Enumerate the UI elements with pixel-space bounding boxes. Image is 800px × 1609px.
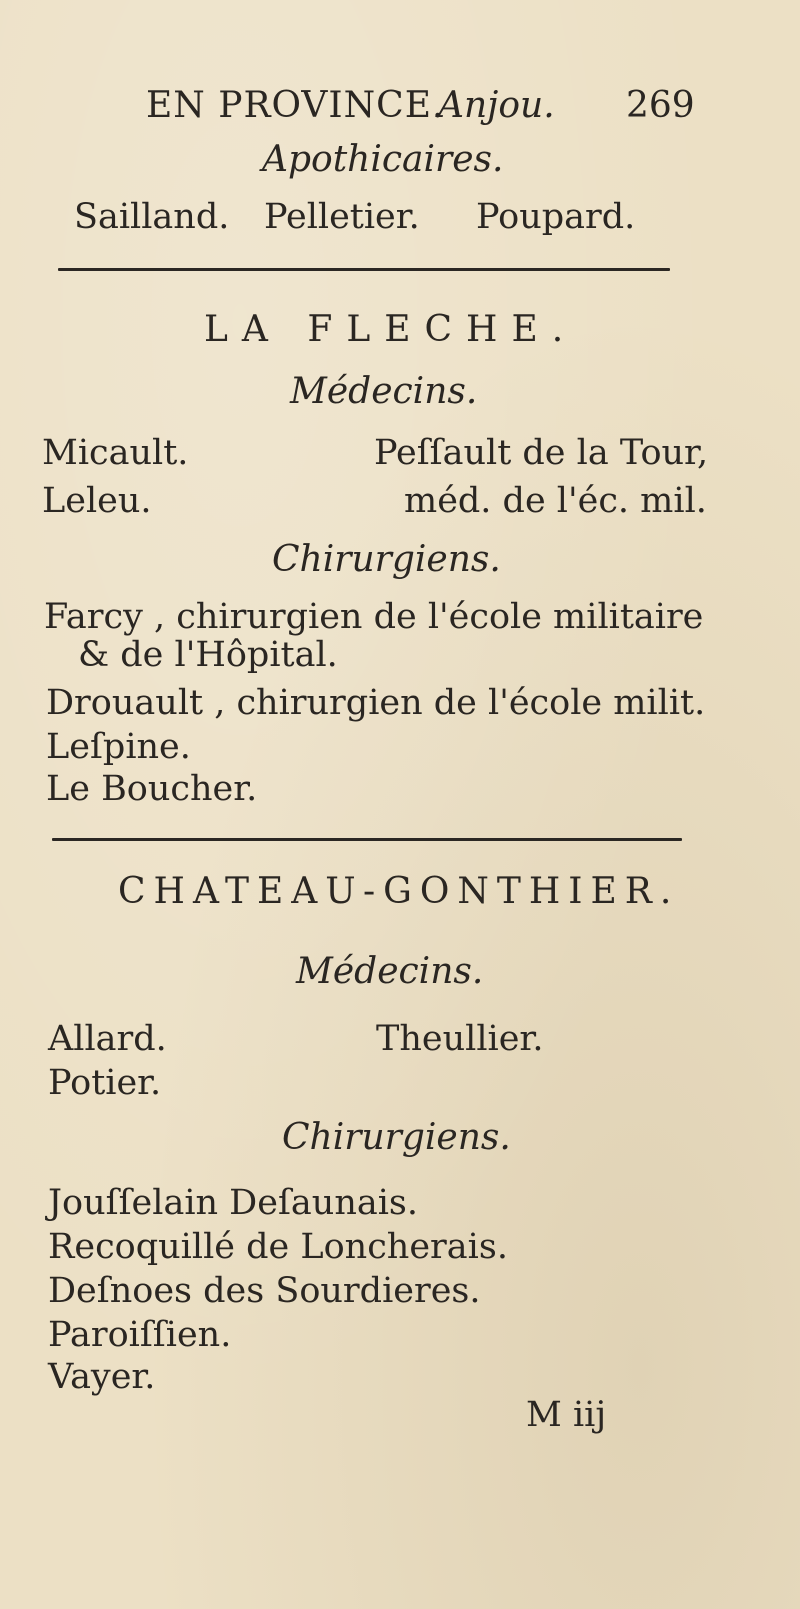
section-title-la-fleche: LA FLECHE. bbox=[204, 309, 578, 350]
medecin-name: Peſſault de la Tour, bbox=[374, 433, 709, 473]
chirurgien-entry: Deſnoes des Sourdieres. bbox=[48, 1271, 481, 1311]
running-head-middle: Anjou. bbox=[438, 85, 555, 126]
medecin-name: Theullier. bbox=[376, 1019, 544, 1059]
apothicaire-name: Sailland. bbox=[74, 197, 230, 237]
signature-mark: M iij bbox=[526, 1395, 607, 1435]
medecin-name: Leleu. bbox=[42, 481, 152, 521]
page-number: 269 bbox=[626, 85, 695, 126]
chirurgiens-heading: Chirurgiens. bbox=[282, 1117, 511, 1158]
chirurgien-entry: Drouault , chirurgien de l'école milit. bbox=[46, 683, 706, 723]
apothicaire-name: Pelletier. bbox=[264, 197, 420, 237]
chirurgien-entry: Jouſſelain Deſaunais. bbox=[48, 1183, 419, 1223]
section-divider bbox=[52, 838, 682, 841]
medecins-heading: Médecins. bbox=[296, 951, 484, 992]
medecin-title: méd. de l'éc. mil. bbox=[404, 481, 707, 521]
running-head-left: EN PROVINCE. bbox=[146, 85, 445, 126]
chirurgien-entry-continued: & de l'Hôpital. bbox=[78, 635, 338, 675]
medecins-heading: Médecins. bbox=[290, 371, 478, 412]
chirurgien-entry: Farcy , chirurgien de l'école militaire bbox=[44, 597, 704, 637]
medecin-name: Micault. bbox=[42, 433, 189, 473]
apothicaire-name: Poupard. bbox=[476, 197, 636, 237]
chirurgien-entry: Leſpine. bbox=[46, 727, 191, 767]
medecin-name: Potier. bbox=[48, 1063, 162, 1103]
chirurgiens-heading: Chirurgiens. bbox=[272, 539, 501, 580]
chirurgien-entry: Vayer. bbox=[48, 1357, 156, 1397]
chirurgien-entry: Recoquillé de Loncherais. bbox=[48, 1227, 508, 1267]
section-divider bbox=[58, 268, 670, 271]
section-title-chateau-gonthier: CHATEAU-GONTHIER. bbox=[118, 871, 680, 912]
apothicaires-heading: Apothicaires. bbox=[262, 139, 504, 180]
medecin-name: Allard. bbox=[48, 1019, 167, 1059]
chirurgien-entry: Paroiſſien. bbox=[48, 1315, 232, 1355]
chirurgien-entry: Le Boucher. bbox=[46, 769, 258, 809]
